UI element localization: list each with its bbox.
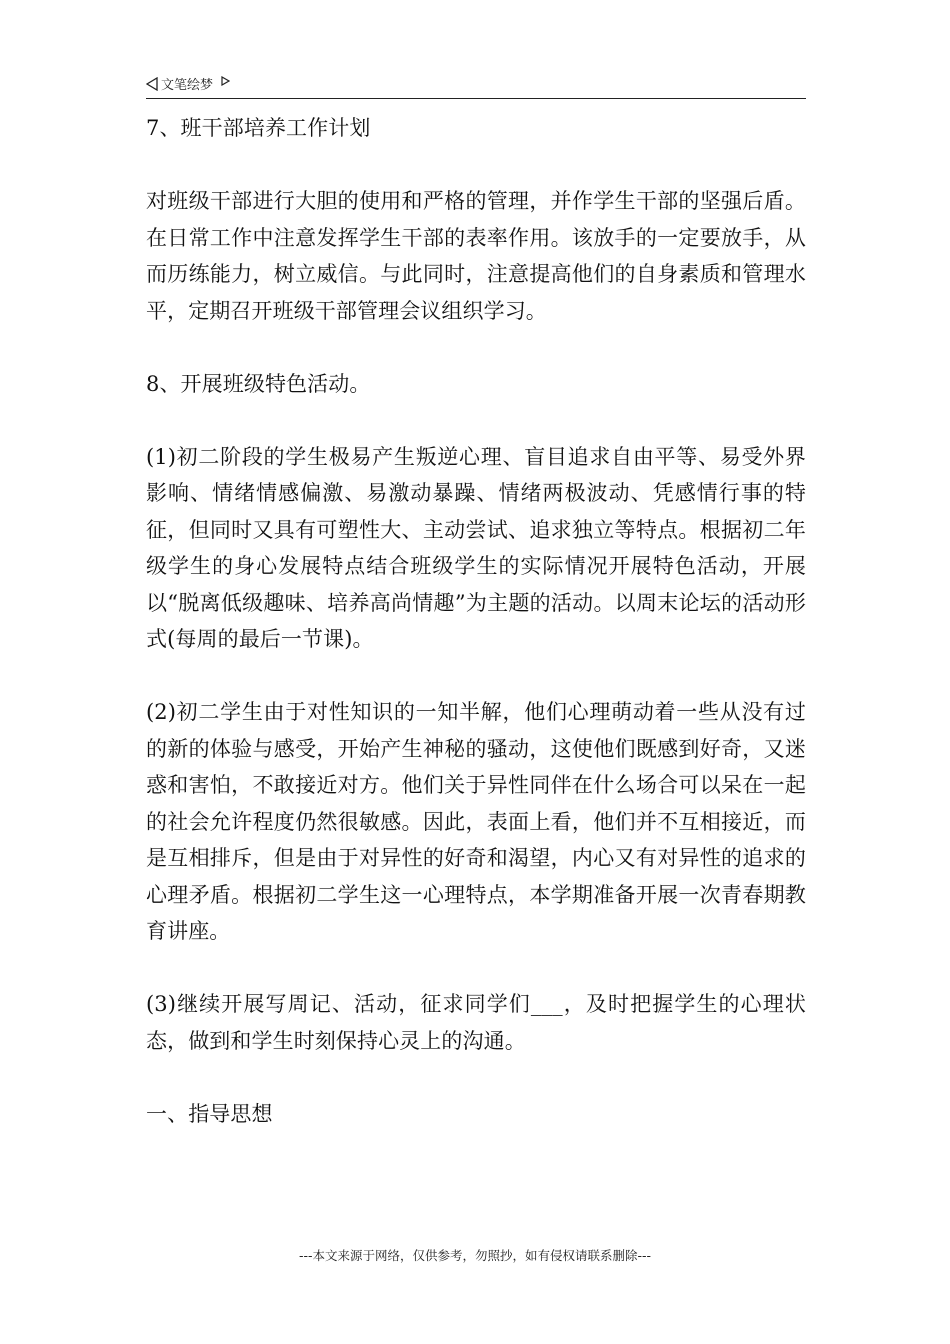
document-body <box>146 110 806 1132</box>
paragraph-class-cadres: 对班级干部进行大胆的使用和严格的管理，并作学生干部的坚强后盾。在日常工作中注意发挥学生干部的表率作用。该放手的一定要放手，从而历练能力，树立威信。与此同时，注意提高他们的自身素质和管理水平，定期召开班级干部管理会议组织学习。 <box>146 189 806 323</box>
triangle-left-outline-icon <box>146 77 158 91</box>
page-footer-disclaimer: ---本文来源于网络，仅供参考，勿照抄，如有侵权请联系删除--- <box>298 1248 652 1263</box>
header-brand <box>146 74 230 93</box>
section-heading-8: 8、开展班级特色活动。 <box>146 371 371 396</box>
paragraph-item-1: (1)初二阶段的学生极易产生叛逆心理、盲目追求自由平等、易受外界影响、情绪情感偏激、易激动暴躁、情绪两极波动、凭感情行事的特征，但同时又具有可塑性大、主动尝试、追求独立等特点。根据初二年级学生的身心发展特点结合班级学生的实际情况开展特色活动，开展以“脱离低级趣味、培养高尚情趣”为主题的活动。以周末论坛的活动形式(每周的最后一节课)。 <box>146 444 806 651</box>
page-header <box>146 72 806 99</box>
brand-label: 文笔绘梦 <box>161 78 214 93</box>
section-heading-7: 7、班干部培养工作计划 <box>146 116 371 140</box>
section-heading-guiding-ideology: 一、指导思想 <box>146 1101 273 1126</box>
paragraph-item-2: (2)初二学生由于对性知识的一知半解，他们心理萌动着一些从没有过的新的体验与感受，开始产生神秘的骚动，这使他们既感到好奇，又迷惑和害怕，不敢接近对方。他们关于异性同伴在什么场合可以呆在一起的社会允许程度仍然很敏感。因此，表面上看，他们并不互相接近，而是互相排斥，但是由于对异性的好奇和渴望，内心又有对异性的追求的心理矛盾。根据初二学生这一心理特点，本学期准备开展一次青春期教育讲座。 <box>146 700 806 943</box>
triangle-right-outline-icon <box>221 76 230 86</box>
paragraph-item-3: (3)继续开展写周记、活动，征求同学们___，及时把握学生的心理状态，做到和学生时刻保持心灵上的沟通。 <box>146 992 806 1053</box>
